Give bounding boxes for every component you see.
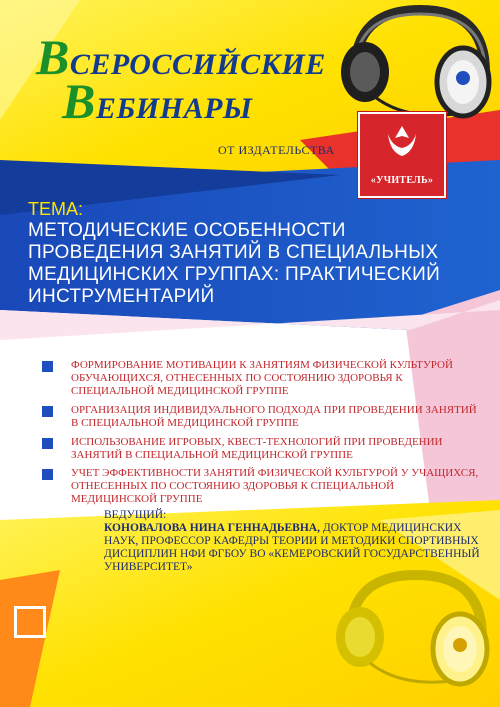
publisher-logo-text: «УЧИТЕЛЬ» bbox=[370, 175, 434, 186]
presenter-label: ВЕДУЩИЙ: bbox=[104, 509, 167, 521]
header-line-2 bbox=[62, 72, 253, 130]
publisher-label: ОТ ИЗДАТЕЛЬСТВА bbox=[218, 143, 335, 157]
list-item bbox=[42, 467, 482, 506]
header-line-2-rest: ЕБИНАРЫ bbox=[95, 92, 253, 125]
headset-icon bbox=[328, 565, 493, 705]
bullet-square-icon bbox=[42, 469, 53, 480]
presenter-name: КОНОВАЛОВА НИНА ГЕННАДЬЕВНА, bbox=[104, 522, 320, 534]
topic-label: ТЕМА: bbox=[28, 199, 84, 219]
list-item-text: УЧЕТ ЭФФЕКТИВНОСТИ ЗАНЯТИЙ ФИЗИЧЕСКОЙ КУЛЬТУРОЙ У УЧАЩИХСЯ, ОТНЕСЕННЫХ ПО СОСТОЯНИЮ ЗДОРОВЬЯ К СПЕЦИАЛЬНОЙ МЕДИЦИНСКОЙ ГРУППЕ bbox=[71, 467, 479, 505]
publisher-logo-icon bbox=[382, 122, 422, 160]
list-item-text: ФОРМИРОВАНИЕ МОТИВАЦИИ К ЗАНЯТИЯМ ФИЗИЧЕСКОЙ КУЛЬТУРОЙ ОБУЧАЮЩИХСЯ, ОТНЕСЕННЫХ ПО СОСТОЯНИЮ ЗДОРОВЬЯ К СПЕЦИАЛЬНОЙ МЕДИЦИНСКОЙ ГРУППЕ bbox=[71, 359, 453, 397]
list-item bbox=[42, 404, 482, 430]
square-outline-icon bbox=[14, 606, 46, 638]
publisher-logo bbox=[358, 112, 446, 198]
header-line-1-cap: В bbox=[36, 29, 70, 85]
list-item-text: ИСПОЛЬЗОВАНИЕ ИГРОВЫХ, КВЕСТ-ТЕХНОЛОГИЙ ПРИ ПРОВЕДЕНИИ ЗАНЯТИЙ В СПЕЦИАЛЬНОЙ МЕДИЦИНСКОЙ ГРУППЕ bbox=[71, 436, 443, 461]
list-item bbox=[42, 359, 482, 398]
header-line-1-rest: СЕРОССИЙСКИЕ bbox=[69, 48, 326, 81]
bullet-square-icon bbox=[42, 438, 53, 449]
topic-title: МЕТОДИЧЕСКИЕ ОСОБЕННОСТИ ПРОВЕДЕНИЯ ЗАНЯТИЙ В СПЕЦИАЛЬНЫХ МЕДИЦИНСКИХ ГРУППАХ: ПРАКТИЧЕСКИЙ ИНСТРУМЕНТАРИЙ bbox=[28, 220, 441, 307]
list-item bbox=[42, 436, 482, 462]
list-item-text: ОРГАНИЗАЦИЯ ИНДИВИДУАЛЬНОГО ПОДХОДА ПРИ ПРОВЕДЕНИИ ЗАНЯТИЙ В СПЕЦИАЛЬНОЙ МЕДИЦИНСКОЙ ГРУППЕ bbox=[71, 404, 477, 429]
header-line-2-cap: В bbox=[62, 73, 96, 129]
bullet-square-icon bbox=[42, 406, 53, 417]
bullet-square-icon bbox=[42, 361, 53, 372]
presenter-details: ДОКТОР МЕДИЦИНСКИХ НАУК, ПРОФЕССОР КАФЕДРЫ ТЕОРИИ И МЕТОДИКИ СПОРТИВНЫХ ДИСЦИПЛИН НФИ ФГБОУ ВО «КЕМЕРОВСКИЙ ГОСУДАРСТВЕННЫЙ УНИВЕРСИТЕТ» bbox=[104, 522, 480, 573]
